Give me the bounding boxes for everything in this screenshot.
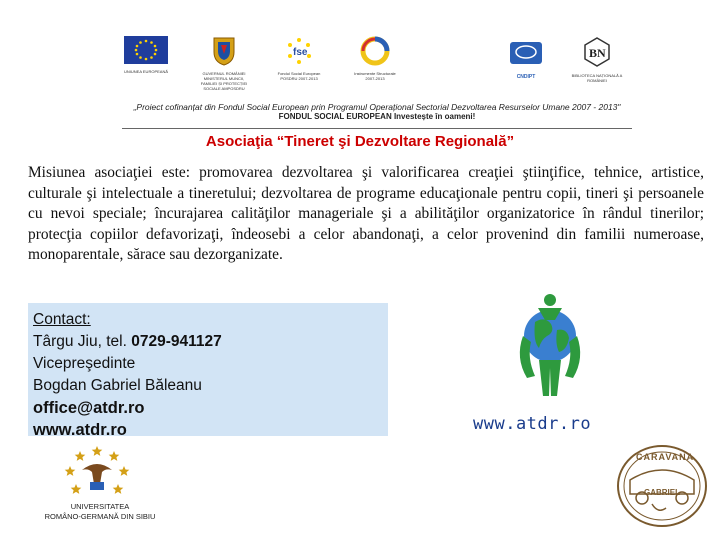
- caravana-top-text: CARAVANA: [636, 452, 695, 462]
- page-title: Asociaţia “Tineret şi Dezvoltare Regională”: [205, 133, 515, 150]
- contact-phone: 0729-941127: [131, 333, 222, 350]
- contact-city: Târgu Jiu, tel.: [33, 333, 132, 350]
- university-line-2: ROMÂNO-GERMANĂ DIN SIBIU: [44, 512, 156, 521]
- contact-email[interactable]: office@atdr.ro: [33, 399, 145, 417]
- contact-heading: Contact:: [33, 311, 91, 328]
- gov-logo: [196, 36, 252, 91]
- university-name: [20, 502, 180, 522]
- atdr-globe-icon: [505, 278, 595, 408]
- contact-website[interactable]: www.atdr.ro: [33, 421, 127, 439]
- eu-caption: UNIUNEA EUROPEANĂ: [124, 69, 169, 74]
- is-logo: [350, 36, 400, 81]
- atdr-logo-url: www.atdr.ro: [473, 414, 592, 434]
- contact-box: [28, 303, 388, 439]
- cndipt-logo: [508, 40, 544, 80]
- contact-name: Bogdan Gabriel Băleanu: [33, 377, 202, 394]
- project-line-2: FONDUL SOCIAL EUROPEAN Investește în oameni!: [278, 112, 476, 121]
- header-divider: [122, 128, 632, 129]
- contact-phone-line: [33, 331, 388, 353]
- bn-caption: BIBLIOTECA NAȚIONALĂ A ROMÂNIEI: [571, 73, 623, 83]
- fse-logo: [276, 36, 322, 81]
- gov-caption: GUVERNUL ROMÂNIEI MINISTERUL MUNCII, FAMILIEI ȘI PROTECȚIEI SOCIALE AMPOSDRU: [200, 71, 248, 91]
- university-emblem-icon: [62, 444, 132, 500]
- svg-text:fse: fse: [293, 47, 308, 58]
- contact-role: Vicepreşedinte: [33, 355, 136, 372]
- caravana-bottom-text: GABRIEL: [644, 488, 680, 497]
- cndipt-icon: [508, 40, 544, 70]
- is-caption: Instrumente Structurale 2007-2013: [354, 71, 396, 81]
- coat-of-arms-icon: [212, 36, 236, 66]
- eu-flag-icon: [124, 36, 168, 64]
- fse-caption: Fondul Social European POSDRU 2007-2013: [277, 71, 321, 81]
- instrumente-structurale-icon: [358, 36, 392, 66]
- eu-logo: [124, 36, 168, 74]
- mission-text: Misiunea asociaţiei este: promovarea dezvoltarea şi valorificarea creaţiei ştiinţifice, tehnice, artistice, culturale şi intelectuale a tineretului; dezvoltarea de programe educaţionale pentru copii, tineri şi persoanele cu nevoi speciale; încurajarea calităţilor manageriale şi a abilităţilor organizatorice în rândul tinerilor; protecţia copiilor defavorizaţi, îndeosebi a celor abandonaţi, a celor provenind din familii numeroase, monoparentale, sărace sau dezorganizate.: [28, 164, 704, 263]
- fse-icon: [284, 36, 314, 66]
- bn-label: BN: [589, 46, 606, 60]
- project-statement: [122, 102, 632, 122]
- university-line-1: UNIVERSITATEA: [70, 502, 130, 511]
- project-line-1: „Proiect cofinanțat din Fondul Social European prin Programul Operațional Sectorial Dezvoltarea Resurselor Umane 2007 - 2013": [133, 102, 621, 112]
- cndipt-label: CNDIPT: [516, 74, 536, 80]
